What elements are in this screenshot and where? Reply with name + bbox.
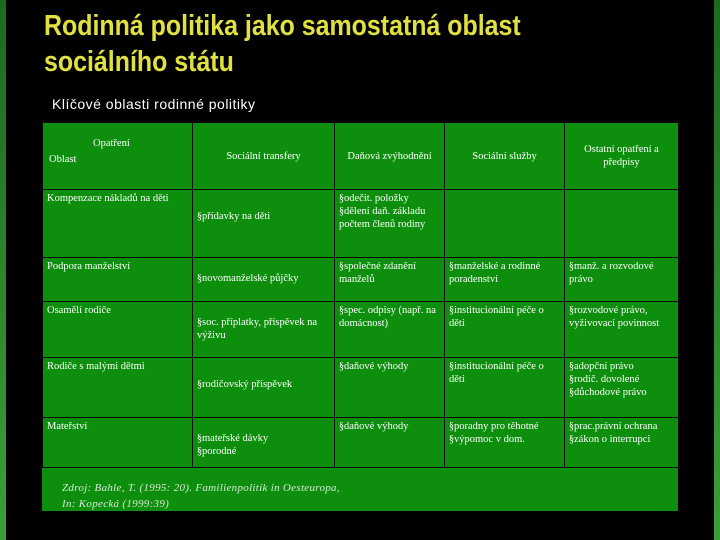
table-cell xyxy=(445,358,565,418)
header-other-measures: Ostatní opatření a předpisy xyxy=(565,123,679,190)
row-label: Osamělí rodiče xyxy=(43,302,193,358)
table-cell xyxy=(565,302,679,358)
table-cell xyxy=(565,418,679,468)
table-cell xyxy=(193,302,335,358)
table-row xyxy=(43,190,679,258)
table-cell xyxy=(445,302,565,358)
table-cell xyxy=(445,258,565,302)
cell-item: § mateřské dávky xyxy=(197,432,330,445)
cell-item: § manž. a rozvodové právo xyxy=(569,260,674,286)
cell-item: § dělení daň. základu počtem členů rodiny xyxy=(339,205,440,231)
table-cell xyxy=(335,302,445,358)
corner-cell xyxy=(43,123,193,190)
cell-item: § institucionální péče o děti xyxy=(449,304,560,330)
table-cell xyxy=(193,358,335,418)
cell-item: § porodné xyxy=(197,445,330,458)
cell-item: § daňové výhody xyxy=(339,420,440,433)
cell-item: § institucionální péče o děti xyxy=(449,360,560,386)
table-row xyxy=(43,418,679,468)
table-header-row xyxy=(43,123,679,190)
right-decoration-bar xyxy=(714,0,720,540)
table-row xyxy=(43,358,679,418)
cell-item: § rozvodové právo, vyživovací povinnost xyxy=(569,304,674,330)
cell-item: § novomanželské půjčky xyxy=(197,272,330,285)
cell-item: § přídavky na děti xyxy=(197,210,330,223)
cell-item: § zákon o interrupci xyxy=(569,433,674,446)
header-social-services: Sociální služby xyxy=(445,123,565,190)
policy-table xyxy=(42,122,679,468)
header-social-transfers: Sociální transfery xyxy=(193,123,335,190)
table-cell xyxy=(335,258,445,302)
table-cell xyxy=(193,418,335,468)
table-row xyxy=(43,302,679,358)
cell-item: § odečit. položky xyxy=(339,192,440,205)
source-line-1: Zdroj: Bahle, T. (1995: 20). Familienpolitik in Oesteuropa, xyxy=(62,482,340,494)
row-label: Podpora manželství xyxy=(43,258,193,302)
corner-label-measures: Opatření xyxy=(93,138,130,149)
corner-label-area: Oblast xyxy=(49,154,77,165)
cell-item: § spec. odpisy (např. na domácnost) xyxy=(339,304,440,330)
table-cell xyxy=(565,190,679,258)
cell-item: § soc. příplatky, příspěvek na výživu xyxy=(197,316,330,342)
cell-item: § daňové výhody xyxy=(339,360,440,373)
row-label: Rodiče s malými dětmi xyxy=(43,358,193,418)
cell-item: § rodičovský příspěvek xyxy=(197,378,330,391)
cell-item: § prac.právní ochrana xyxy=(569,420,674,433)
table-cell xyxy=(335,190,445,258)
table-row xyxy=(43,258,679,302)
left-decoration-bar xyxy=(0,0,6,540)
source-citation xyxy=(62,480,340,512)
cell-item: § společné zdanění manželů xyxy=(339,260,440,286)
row-label: Kompenzace nákladů na děti xyxy=(43,190,193,258)
cell-item: § poradny pro těhotné xyxy=(449,420,560,433)
policy-table-container xyxy=(42,122,678,511)
header-tax-benefits: Daňová zvýhodnění xyxy=(335,123,445,190)
table-cell xyxy=(193,190,335,258)
cell-item: § manželské a rodinné poradenství xyxy=(449,260,560,286)
row-label: Mateřství xyxy=(43,418,193,468)
slide-title: Rodinná politika jako samostatná oblast sociálního státu xyxy=(44,10,521,78)
source-line-2: In: Kopecká (1999:39) xyxy=(62,498,170,510)
cell-item: § výpomoc v dom. xyxy=(449,433,560,446)
table-cell xyxy=(445,190,565,258)
table-cell xyxy=(565,358,679,418)
cell-item: § adopční právo xyxy=(569,360,674,373)
cell-item: § rodič. dovolené xyxy=(569,373,674,386)
table-cell xyxy=(335,418,445,468)
table-cell xyxy=(335,358,445,418)
cell-item: § důchodové právo xyxy=(569,386,674,399)
table-cell xyxy=(193,258,335,302)
slide-subtitle: Klíčové oblasti rodinné politiky xyxy=(52,96,256,112)
table-cell xyxy=(565,258,679,302)
table-cell xyxy=(445,418,565,468)
